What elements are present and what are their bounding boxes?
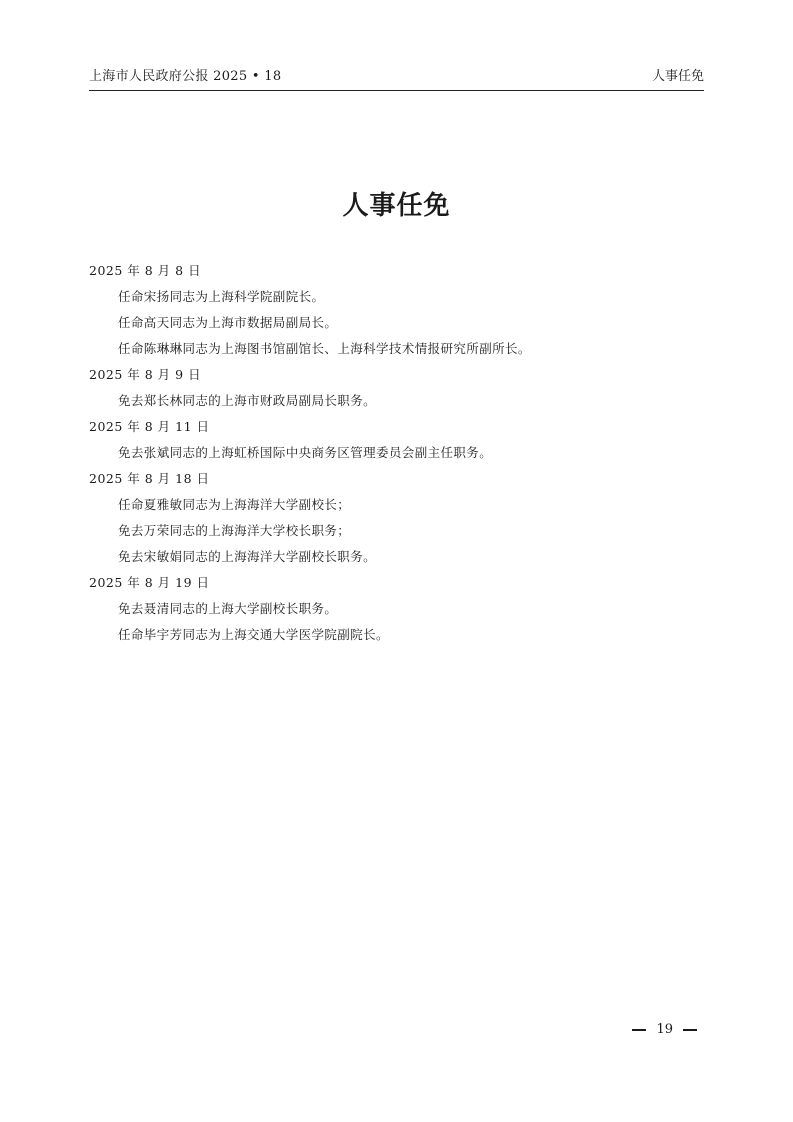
entry-date: 2025 年 8 月 19 日 (89, 575, 210, 590)
section-title: 人事任免 (651, 69, 704, 84)
entry-item: 免去张斌同志的上海虹桥国际中央商务区管理委员会副主任职务。 (118, 445, 493, 460)
entry-item: 免去宋敏娟同志的上海海洋大学副校长职务。 (118, 549, 377, 564)
entry-item: 免去聂清同志的上海大学副校长职务。 (118, 601, 338, 616)
entry-date: 2025 年 8 月 18 日 (89, 471, 210, 486)
dash-right (683, 1029, 697, 1031)
entry-item: 免去郑长林同志的上海市财政局副局长职务。 (118, 393, 377, 408)
page-footer (632, 1020, 697, 1040)
entry-item: 任命高天同志为上海市数据局副局长。 (118, 315, 338, 330)
entry-item: 免去万荣同志的上海海洋大学校长职务； (118, 523, 351, 538)
entry-date: 2025 年 8 月 8 日 (89, 263, 202, 278)
page-number: 19 (656, 1022, 673, 1037)
entry-item: 任命夏雅敏同志为上海海洋大学副校长； (118, 497, 351, 512)
page-title: 人事任免 (342, 191, 451, 221)
entry-date: 2025 年 8 月 9 日 (89, 367, 202, 382)
entry-item: 任命毕宇芳同志为上海交通大学医学院副院长。 (118, 627, 389, 642)
page-header (89, 68, 704, 91)
entry-item: 任命陈琳琳同志为上海图书馆副馆长、上海科学技术情报研究所副所长。 (118, 341, 531, 356)
entry-item: 任命宋扬同志为上海科学院副院长。 (118, 289, 325, 304)
entry-date: 2025 年 8 月 11 日 (89, 419, 210, 434)
appointment-list (89, 261, 709, 651)
dash-left (632, 1029, 646, 1031)
publication-title: 上海市人民政府公报 2025 • 18 (89, 69, 282, 84)
